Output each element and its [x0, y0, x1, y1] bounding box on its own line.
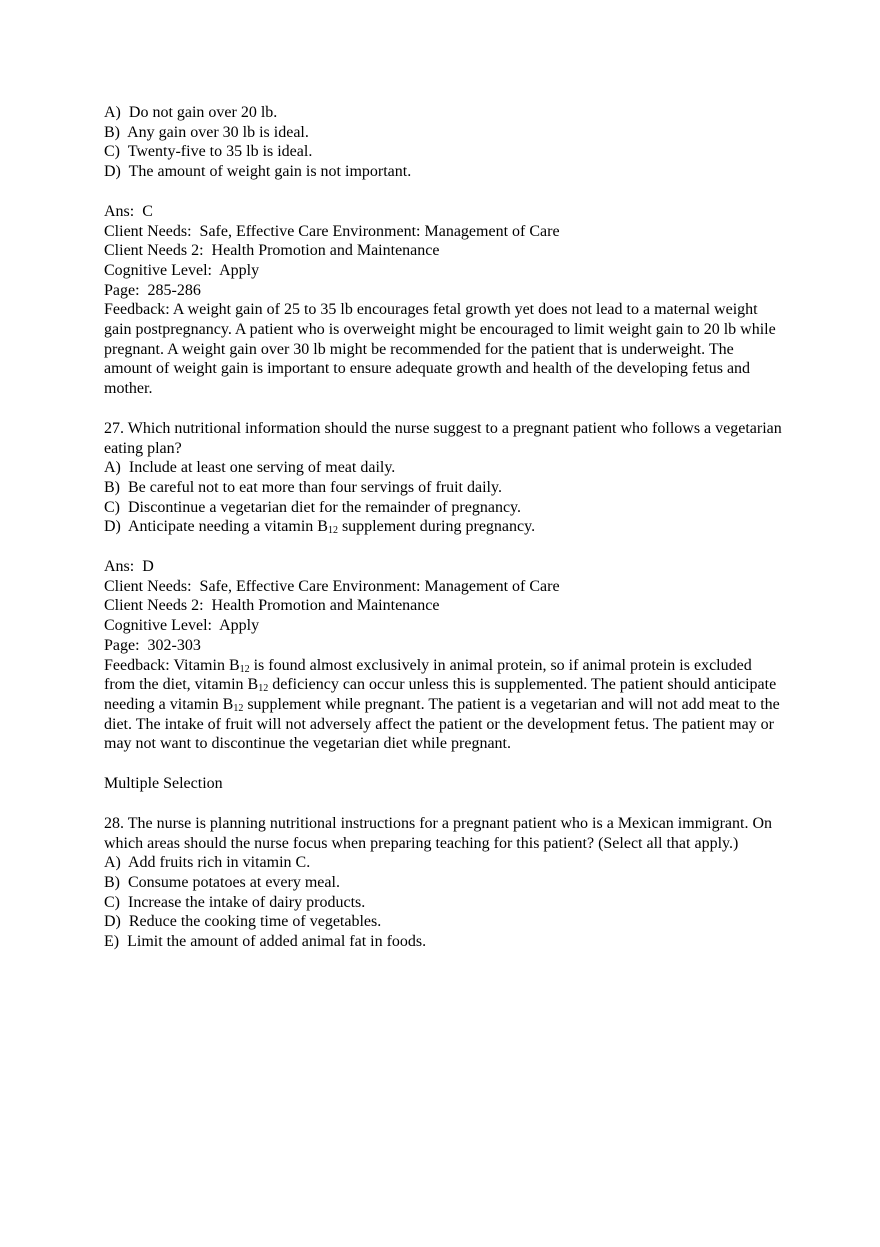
question-26-answer-block — [104, 202, 784, 399]
option-c: C) Increase the intake of dairy products. — [104, 893, 366, 911]
question-stem: 28. The nurse is planning nutritional instructions for a pregnant patient who is a Mexican immigrant. On which areas should the nurse focus when preparing teaching for this patient? (Select all that apply.) — [104, 814, 773, 852]
feedback: Feedback: Vitamin $B_{12}$ is found almost exclusively in animal protein, so if animal protein is excluded from the diet, vitamin $B_{12}$ deficiency can occur unless this is supplemented. The patient should anticipate needing a vitamin $B_{12}$ supplement while pregnant. The patient is a vegetarian and will not add meat to the diet. The intake of fruit will not adversely affect the patient or the development fetus. The patient may or may not want to discontinue the vegetarian diet while pregnant. — [104, 656, 780, 753]
answer: Ans: D — [104, 558, 154, 576]
option-e: E) Limit the amount of added animal fat in foods. — [104, 933, 427, 951]
option-a: A) Include at least one serving of meat daily. — [104, 459, 396, 477]
question-stem: 27. Which nutritional information should the nurse suggest to a pregnant patient who follows a vegetarian eating plan? — [104, 419, 782, 457]
option-a: A) Do not gain over 20 lb. — [104, 104, 278, 121]
option-a: A) Add fruits rich in vitamin C. — [104, 854, 311, 872]
question-27-answer-block — [104, 557, 784, 754]
option-d: D) Reduce the cooking time of vegetables. — [104, 913, 382, 931]
question-27 — [104, 419, 784, 537]
section-heading: Multiple Selection — [104, 775, 223, 793]
answer: Ans: C — [104, 202, 153, 220]
option-d: D) The amount of weight gain is not important. — [104, 163, 412, 181]
option-b: B) Consume potatoes at every meal. — [104, 873, 340, 891]
client-needs-2: Client Needs 2: Health Promotion and Maintenance — [104, 597, 440, 615]
cognitive-level: Cognitive Level: Apply — [104, 617, 260, 635]
client-needs: Client Needs: Safe, Effective Care Environment: Management of Care — [104, 222, 560, 240]
cognitive-level: Cognitive Level: Apply — [104, 261, 260, 279]
page-reference: Page: 302-303 — [104, 636, 201, 654]
option-c: C) Twenty-five to 35 lb is ideal. — [104, 143, 313, 161]
option-c: C) Discontinue a vegetarian diet for the remainder of pregnancy. — [104, 498, 522, 516]
client-needs-2: Client Needs 2: Health Promotion and Maintenance — [104, 242, 440, 260]
document-page — [104, 103, 784, 952]
option-d: D) Anticipate needing a vitamin $B_{12}$ supplement during pregnancy. — [104, 518, 536, 537]
option-b: B) Any gain over 30 lb is ideal. — [104, 123, 309, 141]
client-needs: Client Needs: Safe, Effective Care Environment: Management of Care — [104, 577, 560, 595]
option-b: B) Be careful not to eat more than four servings of fruit daily. — [104, 478, 502, 496]
page-reference: Page: 285-286 — [104, 281, 201, 299]
question-28 — [104, 814, 784, 952]
feedback: Feedback: A weight gain of 25 to 35 lb encourages fetal growth yet does not lead to a maternal weight gain postpregnancy. A patient who is overweight might be encouraged to limit weight gain to 20 lb while pregnant. A weight gain over 30 lb might be recommended for the patient that is underweight. The amount of weight gain is important to ensure adequate growth and health of the developing fetus and mother. — [104, 301, 776, 398]
question-26-options — [104, 103, 784, 182]
